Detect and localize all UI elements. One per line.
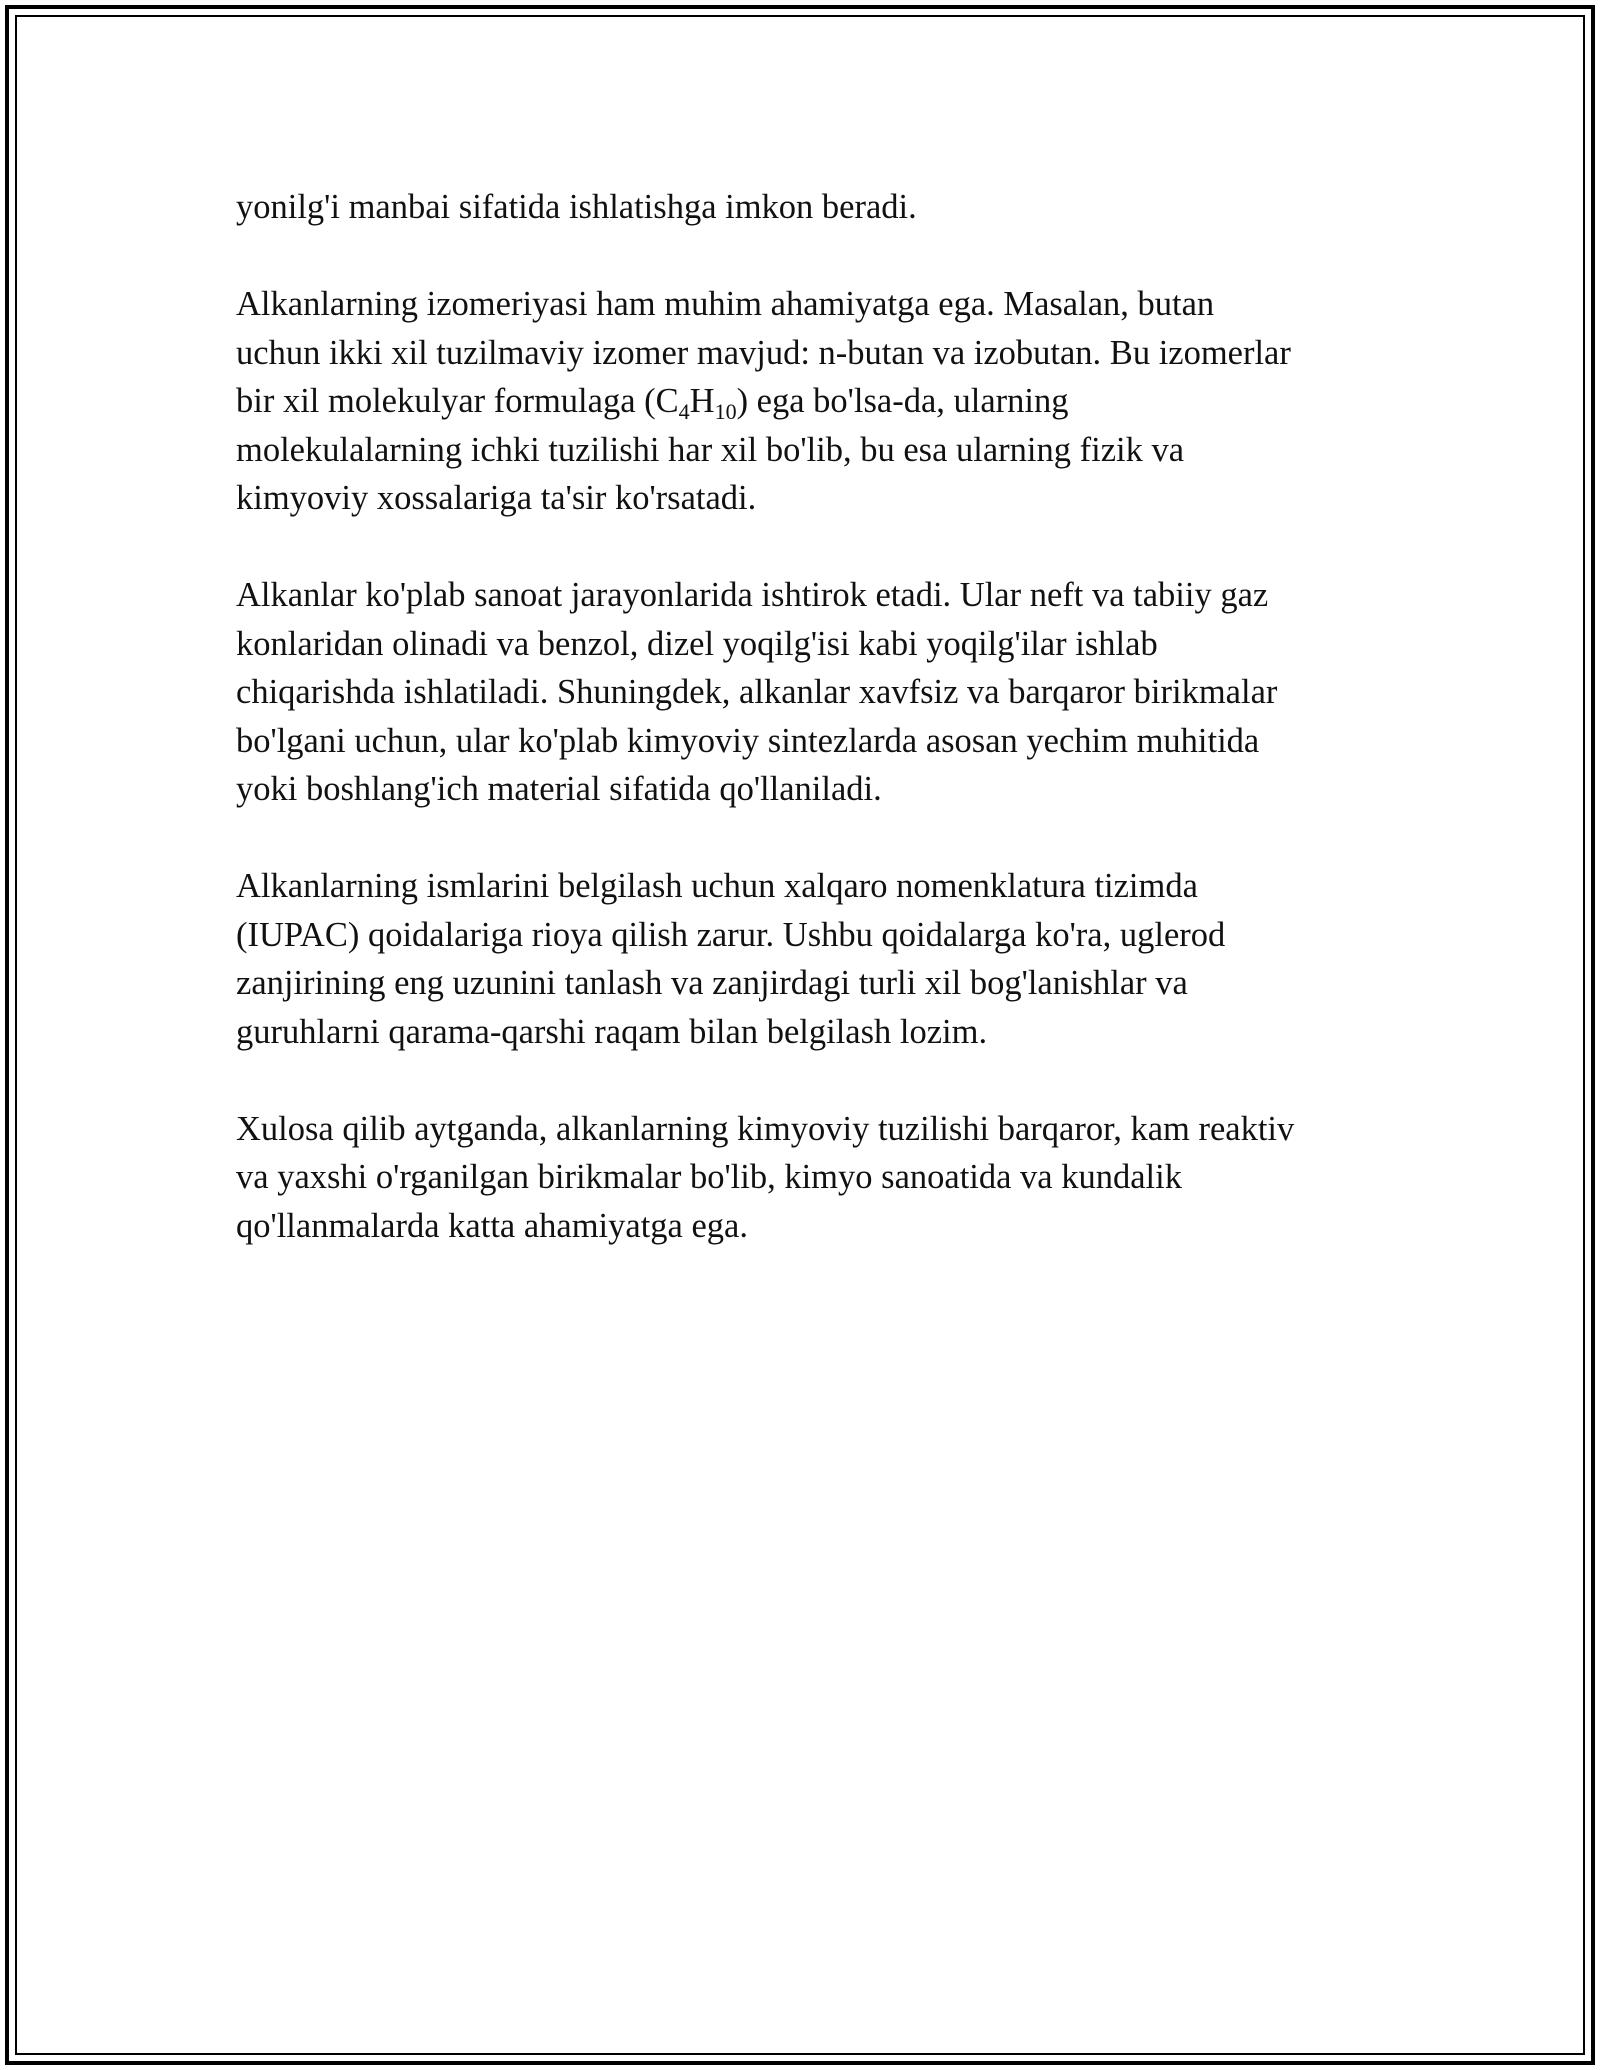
text-line xyxy=(236,1153,1376,1202)
text-run: Alkanlar ko'plab sanoat jarayonlarida ishtirok etadi. Ular neft va tabiiy gaz xyxy=(236,576,1269,614)
text-line xyxy=(236,474,1376,523)
text-line xyxy=(236,959,1376,1008)
paragraph xyxy=(236,571,1376,814)
text-line xyxy=(236,377,1376,426)
text-run: (IUPAC) qoidalariga rioya qilish zarur. Ushbu qoidalarga ko'ra, uglerod xyxy=(236,915,1226,954)
document-body xyxy=(236,183,1376,1299)
text-run: ) ega bo'lsa-da, ularning xyxy=(736,382,1069,420)
text-line xyxy=(236,911,1376,960)
subscript: 10 xyxy=(714,399,737,424)
text-line xyxy=(236,426,1376,475)
text-run: guruhlarni qarama-qarshi raqam bilan belgilash lozim. xyxy=(236,1012,988,1051)
text-run: chiqarishda ishlatiladi. Shuningdek, alkanlar xavfsiz va barqaror birikmalar xyxy=(236,673,1278,711)
text-run: konlaridan olinadi va benzol, dizel yoqilg'isi kabi yoqilg'ilar ishlab xyxy=(236,624,1158,663)
paragraph xyxy=(236,183,1376,232)
text-line xyxy=(236,620,1376,669)
text-line xyxy=(236,1105,1376,1154)
text-line xyxy=(236,1008,1376,1057)
text-run: Alkanlarning izomeriyasi ham muhim ahamiyatga ega. Masalan, butan xyxy=(236,285,1215,323)
paragraph xyxy=(236,1105,1376,1251)
text-line xyxy=(236,668,1376,717)
paragraph xyxy=(236,862,1376,1056)
text-run: va yaxshi o'rganilgan birikmalar bo'lib, kimyo sanoatida va kundalik xyxy=(236,1158,1182,1196)
text-run: kimyoviy xossalariga ta'sir ko'rsatadi. xyxy=(236,479,757,517)
text-run: bir xil molekulyar formulaga (C xyxy=(236,382,679,420)
text-run: zanjirining eng uzunini tanlash va zanjirdagi turli xil bog'lanishlar va xyxy=(236,964,1188,1002)
text-line xyxy=(236,183,1376,232)
text-line xyxy=(236,717,1376,766)
text-run: bo'lgani uchun, ular ko'plab kimyoviy sintezlarda asosan yechim muhitida xyxy=(236,721,1260,760)
text-run: Xulosa qilib aytganda, alkanlarning kimyoviy tuzilishi barqaror, kam reaktiv xyxy=(236,1109,1295,1148)
text-line xyxy=(236,571,1376,620)
subscript: 4 xyxy=(678,399,690,424)
text-run: Alkanlarning ismlarini belgilash uchun xalqaro nomenklatura tizimda xyxy=(236,867,1198,905)
text-line xyxy=(236,765,1376,814)
paragraph xyxy=(236,280,1376,523)
text-line xyxy=(236,280,1376,329)
text-run: yonilg'i manbai sifatida ishlatishga imkon beradi. xyxy=(236,188,917,226)
text-run: qo'llanmalarda katta ahamiyatga ega. xyxy=(236,1206,748,1245)
text-line xyxy=(236,862,1376,911)
text-run: uchun ikki xil tuzilmaviy izomer mavjud: n-butan va izobutan. Bu izomerlar xyxy=(236,333,1291,372)
text-line xyxy=(236,329,1376,378)
text-run: yoki boshlang'ich material sifatida qo'llaniladi. xyxy=(236,770,882,808)
text-run: H xyxy=(689,382,715,420)
text-line xyxy=(236,1202,1376,1251)
text-run: molekulalarning ichki tuzilishi har xil bo'lib, bu esa ularning fizik va xyxy=(236,430,1185,469)
